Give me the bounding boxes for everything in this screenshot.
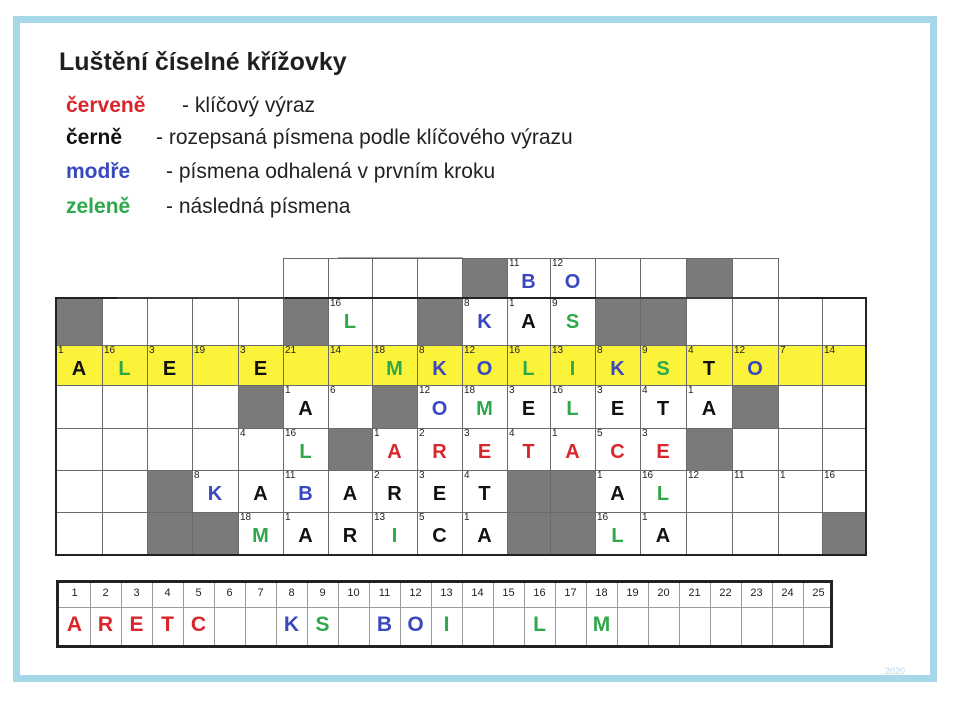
solution-letter: M <box>592 613 611 636</box>
cell-number: 4 <box>240 428 246 439</box>
cell-number: 16 <box>330 298 342 309</box>
grid-cell-border <box>193 386 239 429</box>
cell-letter: E <box>477 441 492 463</box>
crossword-cell <box>328 512 372 555</box>
cell-number: 11 <box>509 258 520 269</box>
cell-number: 12 <box>688 470 700 481</box>
crossword-cell <box>640 470 686 512</box>
crossword-cell <box>640 512 686 555</box>
cell-letter: R <box>387 483 402 505</box>
crossword-cell <box>192 470 238 512</box>
grid-cell-border <box>57 471 103 513</box>
solution-number: 23 <box>750 587 763 599</box>
grid-cell-border <box>284 259 329 299</box>
crossword-cell <box>507 345 550 385</box>
cell-number: 8 <box>597 345 603 356</box>
grid-cell-border <box>193 299 239 346</box>
grid-cell-border <box>779 299 823 346</box>
shaded-cell <box>147 512 192 555</box>
cell-number: 12 <box>552 258 564 269</box>
cell-number: 18 <box>464 385 476 396</box>
cell-letter: E <box>610 398 625 420</box>
cell-number: 2 <box>374 470 380 481</box>
crossword-cell <box>550 428 595 470</box>
cell-letter: K <box>477 311 492 333</box>
grid-cell-border <box>733 429 779 471</box>
shaded-cell <box>238 385 283 428</box>
cell-number: 13 <box>374 512 386 523</box>
solution-number: 19 <box>626 587 639 599</box>
crossword-cell <box>507 385 550 428</box>
crossword-cell <box>238 470 283 512</box>
crossword-cell <box>372 470 417 512</box>
solution-number: 14 <box>471 587 484 599</box>
solution-number: 16 <box>533 587 546 599</box>
crossword-cell <box>462 428 507 470</box>
crossword-cell <box>238 345 283 385</box>
cell-number: 8 <box>419 345 425 356</box>
solution-number: 21 <box>688 587 701 599</box>
crossword-cell <box>640 428 686 470</box>
cell-number: 19 <box>194 345 206 356</box>
legend-label: zeleně <box>66 195 131 218</box>
cell-number: 16 <box>642 470 654 481</box>
crossword-cell <box>417 428 462 470</box>
shaded-cell <box>372 385 417 428</box>
cell-letter: L <box>611 525 624 547</box>
crossword-cell <box>686 345 732 385</box>
legend-label: modře <box>66 160 131 183</box>
shaded-cell <box>550 470 595 512</box>
solution-number: 2 <box>102 587 109 599</box>
crossword-cell <box>328 345 372 385</box>
shaded-cell <box>328 428 372 470</box>
solution-number: 17 <box>564 587 577 599</box>
shaded-cell <box>417 298 462 345</box>
cell-number: 8 <box>464 298 470 309</box>
cell-letter: A <box>342 483 358 505</box>
crossword-cell <box>283 385 328 428</box>
cell-number: 1 <box>374 428 380 439</box>
cell-number: 12 <box>419 385 431 396</box>
cell-number: 9 <box>552 298 558 309</box>
solution-number: 8 <box>288 587 295 599</box>
crossword-cell <box>192 345 238 385</box>
cell-letter: M <box>476 398 493 420</box>
shaded-cell <box>732 385 778 428</box>
cell-number: 4 <box>509 428 515 439</box>
legend-description: - písmena odhalená v prvním kroku <box>166 160 496 183</box>
cell-number: 16 <box>552 385 564 396</box>
cell-letter: M <box>386 358 403 380</box>
cell-number: 1 <box>642 512 648 523</box>
cell-number: 1 <box>285 512 291 523</box>
crossword-cell <box>328 385 372 428</box>
grid-cell-border <box>148 386 193 429</box>
cell-letter: L <box>656 483 670 505</box>
solution-letter: L <box>533 613 546 636</box>
cell-letter: T <box>522 441 535 463</box>
grid-cell-border <box>596 259 641 299</box>
crossword-cell <box>550 385 595 428</box>
cell-letter: E <box>521 398 536 420</box>
solution-number: 9 <box>319 587 326 599</box>
cell-number: 3 <box>464 428 470 439</box>
cell-letter: K <box>610 358 625 380</box>
cell-number: 8 <box>194 470 200 481</box>
cell-number: 12 <box>734 345 746 356</box>
legend-label: černě <box>66 126 123 149</box>
cell-number: 18 <box>374 345 386 356</box>
crossword-cell <box>283 428 328 470</box>
grid-cell-border <box>373 259 418 299</box>
legend-description: - klíčový výraz <box>182 94 316 117</box>
cell-number: 12 <box>464 345 476 356</box>
solution-letter: A <box>66 613 83 636</box>
crossword-cell <box>462 512 507 555</box>
cell-letter: L <box>343 311 357 333</box>
solution-number: 1 <box>71 587 78 599</box>
solution-number: 7 <box>257 587 264 599</box>
crossword-cell <box>595 512 640 555</box>
cell-number: 7 <box>780 345 786 356</box>
legend-description: - rozepsaná písmena podle klíčového výrazu <box>156 126 573 149</box>
crossword-cell <box>283 470 328 512</box>
solution-number: 11 <box>378 587 391 599</box>
cell-number: 3 <box>240 345 246 356</box>
crossword-cell <box>238 428 283 470</box>
cell-letter: C <box>432 525 447 547</box>
cell-letter: E <box>162 358 177 380</box>
solution-number: 12 <box>409 587 422 599</box>
cell-letter: K <box>207 483 223 505</box>
solution-number: 20 <box>657 587 670 599</box>
crossword-cell <box>595 385 640 428</box>
crossword-cell <box>417 345 462 385</box>
crossword-cell <box>102 345 147 385</box>
crossword-cell <box>238 512 283 555</box>
cell-number: 11 <box>734 470 745 481</box>
crossword-cell <box>462 470 507 512</box>
shaded-cell <box>192 512 238 555</box>
crossword-cell <box>595 428 640 470</box>
crossword-cell <box>462 298 507 345</box>
legend-description: - následná písmena <box>166 195 351 218</box>
grid-cell-border <box>779 513 823 556</box>
grid-cell-border <box>148 299 193 346</box>
cell-number: 14 <box>824 345 836 356</box>
cell-letter: A <box>701 398 717 420</box>
cell-number: 1 <box>597 470 603 481</box>
cell-letter: L <box>566 398 579 420</box>
cell-letter: I <box>569 358 576 380</box>
solution-letter: B <box>376 613 393 636</box>
crossword-cell <box>507 258 550 298</box>
solution-letter: O <box>407 613 424 636</box>
cell-number: 16 <box>509 345 521 356</box>
crossword-cell <box>328 470 372 512</box>
cell-number: 16 <box>104 345 116 356</box>
cell-letter: A <box>610 483 625 505</box>
grid-cell-border <box>733 259 779 299</box>
cell-letter: S <box>565 311 580 333</box>
cell-letter: R <box>432 441 447 463</box>
crossword-cell <box>372 512 417 555</box>
shaded-cell <box>507 470 550 512</box>
solution-table <box>56 580 833 648</box>
cell-letter: T <box>656 398 670 420</box>
grid-cell-border <box>329 259 373 299</box>
cell-number: 3 <box>149 345 155 356</box>
cell-letter: A <box>655 525 671 547</box>
crossword-cell <box>550 298 595 345</box>
cell-number: 18 <box>240 512 252 523</box>
solution-number: 5 <box>195 587 202 599</box>
crossword-cell <box>417 512 462 555</box>
cell-letter: K <box>432 358 447 380</box>
grid-cell-border <box>779 429 823 471</box>
solution-number: 24 <box>781 587 794 599</box>
grid-cell-border <box>373 299 418 346</box>
solution-letter: K <box>283 613 300 636</box>
grid-cell-border <box>687 513 733 556</box>
cell-letter: E <box>656 441 670 463</box>
shaded-cell <box>462 258 507 298</box>
cell-number: 1 <box>688 385 694 396</box>
cell-number: 21 <box>285 345 297 356</box>
solution-number: 10 <box>347 587 360 599</box>
cell-letter: E <box>432 483 447 505</box>
year-label: 2020 <box>885 666 906 676</box>
grid-cell-border <box>733 513 779 556</box>
grid-cell-border <box>779 386 823 429</box>
grid-cell-border <box>103 513 148 556</box>
cell-letter: A <box>298 398 313 420</box>
cell-number: 1 <box>464 512 470 523</box>
solution-letter: T <box>161 613 174 636</box>
grid-cell-border <box>641 259 687 299</box>
cell-number: 1 <box>285 385 291 396</box>
solution-letter: I <box>443 613 450 636</box>
grid-cell-border <box>57 386 103 429</box>
grid-cell-border <box>733 299 779 346</box>
cell-number: 3 <box>597 385 603 396</box>
crossword-cell <box>732 345 778 385</box>
grid-cell-border <box>103 299 148 346</box>
grid-cell-border <box>823 386 867 429</box>
crossword-cell <box>417 385 462 428</box>
crossword-cell <box>640 385 686 428</box>
grid-cell-border <box>57 429 103 471</box>
cell-number: 5 <box>419 512 425 523</box>
solution-letter: S <box>315 613 330 636</box>
cell-number: 4 <box>642 385 648 396</box>
solution-divider <box>59 607 830 608</box>
cell-letter: A <box>298 525 313 547</box>
crossword-cell <box>56 345 102 385</box>
cell-letter: L <box>522 358 535 380</box>
shaded-cell <box>686 428 732 470</box>
shaded-cell <box>283 298 328 345</box>
grid-cell-border <box>148 429 193 471</box>
cell-letter: A <box>565 441 580 463</box>
cell-letter: C <box>610 441 625 463</box>
crossword-cell <box>640 345 686 385</box>
solution-number: 22 <box>719 587 732 599</box>
grid-cell-border <box>418 259 463 299</box>
cell-number: 9 <box>642 345 648 356</box>
crossword-cell <box>147 345 192 385</box>
cell-letter: A <box>477 525 492 547</box>
cell-number: 2 <box>419 428 425 439</box>
crossword-cell <box>462 345 507 385</box>
solution-number: 3 <box>133 587 140 599</box>
cell-number: 11 <box>285 470 296 481</box>
cell-letter: A <box>521 311 536 333</box>
cell-letter: B <box>298 483 313 505</box>
shaded-cell <box>640 298 686 345</box>
shaded-cell <box>56 298 102 345</box>
cell-letter: L <box>118 358 131 380</box>
shaded-cell <box>595 298 640 345</box>
grid-cell-border <box>239 299 284 346</box>
crossword-cell <box>686 470 732 512</box>
shaded-cell <box>550 512 595 555</box>
cell-letter: L <box>299 441 312 463</box>
cell-letter: S <box>656 358 670 380</box>
cell-letter: A <box>253 483 268 505</box>
cell-number: 1 <box>552 428 558 439</box>
crossword-cell <box>372 345 417 385</box>
cell-letter: B <box>521 271 536 293</box>
crossword-cell <box>550 258 595 298</box>
cell-number: 16 <box>285 428 297 439</box>
cell-number: 3 <box>509 385 515 396</box>
crossword-cell <box>283 345 328 385</box>
shaded-cell <box>507 512 550 555</box>
grid-cell-border <box>193 429 239 471</box>
crossword-cell <box>822 470 866 512</box>
cell-letter: O <box>747 358 763 380</box>
solution-number: 13 <box>440 587 453 599</box>
crossword-cell <box>822 345 866 385</box>
page-title: Luštění číselné křížovky <box>59 48 347 76</box>
solution-letter: E <box>129 613 144 636</box>
solution-letter: R <box>97 613 114 636</box>
cell-number: 6 <box>330 385 336 396</box>
cell-letter: M <box>252 525 269 547</box>
crossword-cell <box>462 385 507 428</box>
crossword-cell <box>507 298 550 345</box>
cell-number: 5 <box>597 428 603 439</box>
grid-cell-border <box>103 429 148 471</box>
grid-cell-border <box>57 513 103 556</box>
crossword-cell <box>686 385 732 428</box>
shaded-cell <box>686 258 732 298</box>
solution-number: 18 <box>595 587 608 599</box>
crossword-cell <box>328 298 372 345</box>
cell-number: 14 <box>330 345 342 356</box>
cell-letter: T <box>478 483 491 505</box>
cell-letter: O <box>476 358 493 380</box>
cell-number: 1 <box>58 345 64 356</box>
crossword-cell <box>507 428 550 470</box>
crossword-cell <box>595 345 640 385</box>
grid-cell-border <box>103 386 148 429</box>
shaded-cell <box>147 470 192 512</box>
crossword-cell <box>417 470 462 512</box>
solution-letter: C <box>190 613 207 636</box>
cell-number: 13 <box>552 345 564 356</box>
cell-letter: O <box>431 398 448 420</box>
shaded-cell <box>822 512 866 555</box>
crossword-cell <box>778 345 822 385</box>
grid-cell-border <box>823 429 867 471</box>
grid-cell-border <box>823 299 867 346</box>
legend-label: červeně <box>66 94 146 117</box>
cell-letter: A <box>71 358 87 380</box>
cell-number: 1 <box>780 470 786 481</box>
cell-letter: R <box>342 525 358 547</box>
solution-number: 15 <box>502 587 515 599</box>
cell-number: 1 <box>509 298 515 309</box>
grid-cell-border <box>103 471 148 513</box>
crossword-cell <box>550 345 595 385</box>
cell-number: 3 <box>642 428 648 439</box>
solution-number: 6 <box>226 587 233 599</box>
crossword-cell <box>372 428 417 470</box>
cell-letter: T <box>702 358 716 380</box>
cell-number: 16 <box>824 470 836 481</box>
crossword-cell <box>283 512 328 555</box>
crossword-cell <box>778 470 822 512</box>
cell-letter: O <box>564 271 581 293</box>
cell-letter: E <box>253 358 268 380</box>
crossword-cell <box>732 470 778 512</box>
cell-number: 16 <box>597 512 609 523</box>
crossword-cell <box>595 470 640 512</box>
cell-number: 4 <box>688 345 694 356</box>
cell-letter: I <box>391 525 398 547</box>
grid-cell-border <box>687 299 733 346</box>
cell-number: 3 <box>419 470 425 481</box>
solution-number: 25 <box>812 587 825 599</box>
cell-number: 4 <box>464 470 470 481</box>
cell-letter: A <box>387 441 402 463</box>
solution-number: 4 <box>164 587 171 599</box>
